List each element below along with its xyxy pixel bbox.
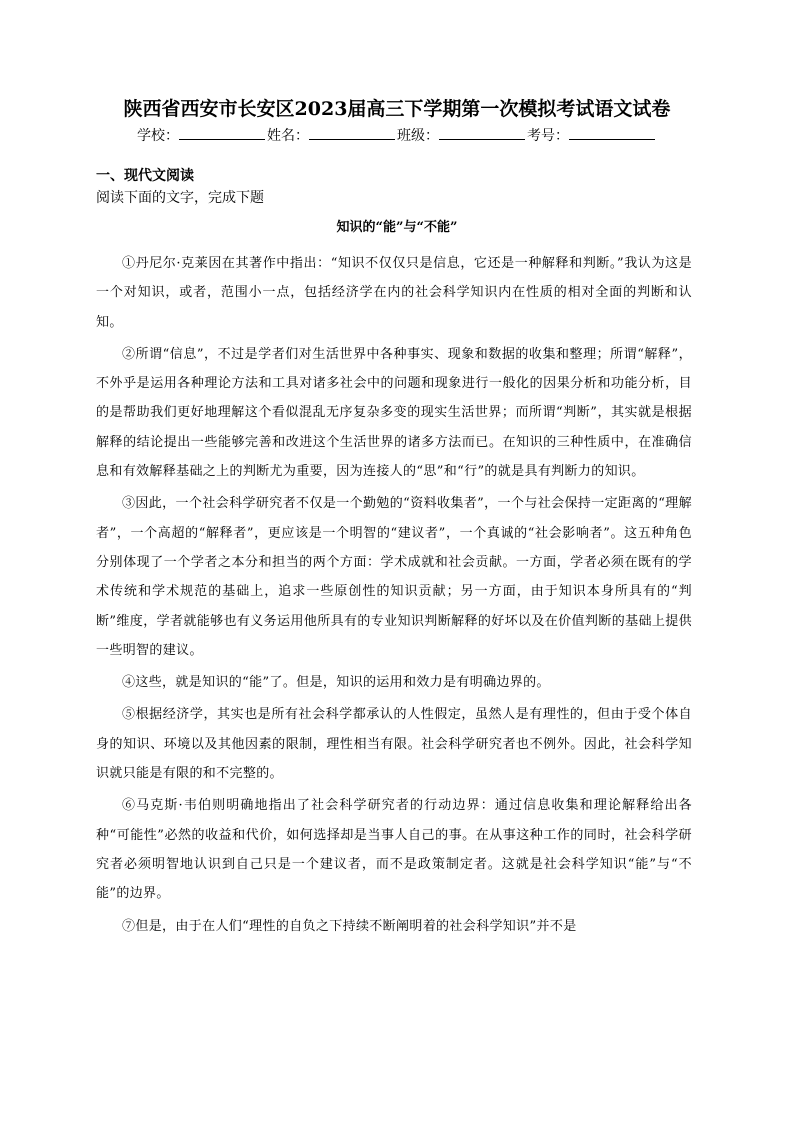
name-label: 姓名：	[267, 128, 309, 144]
article-body	[96, 249, 692, 944]
paragraph-3: ③因此，一个社会科学研究者不仅是一个勤勉的“资料收集者”，一个与社会保持一定距离的“理解者”，一个高超的“解释者”，更应该是一个明智的“建议者”，一个真诚的“社会影响者”。这五种角色分别体现了一个学者之本分和担当的两个方面：学术成就和社会贡献。一方面，学者必须在既有的学术传统和学术规范的基础上，追求一些原创性的知识贡献；另一方面，由于知识本身所具有的“判断”维度，学者就能够也有义务运用他所具有的专业知识判断解释的好坏以及在价值判断的基础上提供一些明智的建议。	[96, 496, 692, 658]
class-blank[interactable]	[439, 125, 525, 140]
name-blank[interactable]	[309, 125, 395, 140]
document-title: 陕西省西安市长安区2023届高三下学期第一次模拟考试语文试卷	[123, 98, 671, 120]
paragraph-6: ⑥马克斯·韦伯则明确地指出了社会科学研究者的行动边界：通过信息收集和理论解释给出各种“可能性”必然的收益和代价，如何选择却是当事人自己的事。在从事这种工作的同时，社会科学研究者必须明智地认识到自己只是一个建议者，而不是政策制定者。这就是社会科学知识“能”与“不能”的边界。	[96, 798, 692, 902]
student-info-line	[0, 125, 794, 147]
paragraph-1: ①丹尼尔·克莱因在其著作中指出：“知识不仅仅只是信息，它还是一种解释和判断。”我认为这是一个对知识，或者，范围小一点，包括经济学在内的社会科学知识内在性质的相对全面的判断和认知。	[96, 256, 692, 330]
exam-number-label: 考号：	[527, 128, 569, 144]
class-label: 班级：	[397, 128, 439, 144]
exam-number-blank[interactable]	[569, 125, 655, 140]
article-title: 知识的“能”与“不能”	[336, 220, 458, 235]
reading-instruction: 阅读下面的文字，完成下题	[96, 190, 264, 206]
paragraph-7: ⑦但是，由于在人们“理性的自负之下持续不断阐明着的社会科学知识”并不是	[122, 918, 577, 934]
paragraph-2: ②所谓“信息”，不过是学者们对生活世界中各种事实、现象和数据的收集和整理；所谓“解释”，不外乎是运用各种理论方法和工具对诸多社会中的问题和现象进行一般化的因果分析和功能分析，目的是帮助我们更好地理解这个看似混乱无序复杂多变的现实生活世界；而所谓“判断”，其实就是根据解释的结论提出一些能够完善和改进这个生活世界的诸多方法而已。在知识的三种性质中，在准确信息和有效解释基础之上的判断尤为重要，因为连接人的“思”和“行”的就是具有判断力的知识。	[96, 346, 692, 480]
paragraph-5: ⑤根据经济学，其实也是所有社会科学都承认的人性假定，虽然人是有理性的，但由于受个体自身的知识、环境以及其他因素的限制，理性相当有限。社会科学研究者也不例外。因此，社会科学知识就只能是有限的和不完整的。	[96, 707, 692, 782]
school-blank[interactable]	[179, 125, 265, 140]
paragraph-4: ④这些，就是知识的“能”了。但是，知识的运用和效力是有明确边界的。	[122, 675, 550, 691]
section-heading: 一、现代文阅读	[96, 168, 194, 184]
school-label: 学校：	[137, 128, 179, 144]
